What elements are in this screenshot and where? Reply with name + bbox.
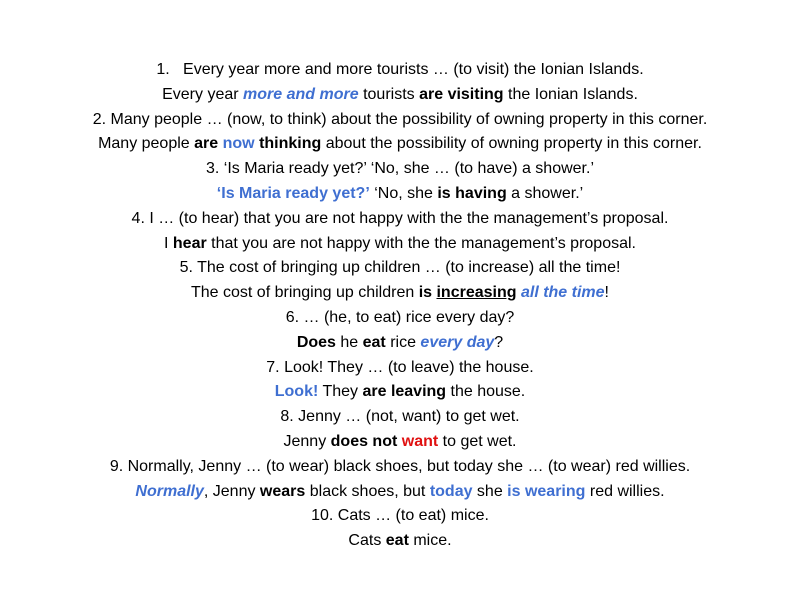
text-segment: to get wet. bbox=[438, 432, 517, 450]
text-segment: ‘Is Maria ready yet?’ bbox=[216, 184, 370, 202]
exercise-answer bbox=[0, 480, 800, 505]
text-segment: Many people bbox=[98, 135, 195, 153]
text-segment: is wearing bbox=[507, 482, 586, 500]
text-segment: 7. Look! They … (to leave) the house. bbox=[266, 358, 534, 376]
text-segment: hear bbox=[172, 234, 207, 252]
text-segment: Cats bbox=[348, 532, 386, 550]
exercise-answer bbox=[0, 83, 800, 108]
text-segment: she bbox=[472, 482, 508, 500]
text-segment: more and more bbox=[243, 85, 359, 103]
exercise-prompt bbox=[0, 405, 800, 430]
text-segment: the house. bbox=[446, 383, 526, 401]
text-segment: Normally bbox=[135, 482, 204, 500]
text-segment: Every year bbox=[162, 85, 244, 103]
text-segment: is bbox=[418, 284, 433, 302]
text-segment: increasing bbox=[436, 284, 517, 302]
exercise-answer bbox=[0, 132, 800, 157]
text-segment: 5. The cost of bringing up children … (to increase) all the time! bbox=[179, 259, 621, 277]
exercise-answer bbox=[0, 380, 800, 405]
text-segment: are bbox=[194, 135, 219, 153]
text-segment: he bbox=[335, 333, 363, 351]
exercise-prompt bbox=[0, 256, 800, 281]
text-segment: black shoes, but bbox=[305, 482, 430, 500]
text-segment: 10. Cats … (to eat) mice. bbox=[311, 507, 489, 525]
text-segment: The cost of bringing up children bbox=[191, 284, 419, 302]
text-segment: 9. Normally, Jenny … (to wear) black shoes, but today she … (to wear) red willies. bbox=[109, 457, 691, 475]
exercise-prompt bbox=[0, 207, 800, 232]
text-segment: 6. … (he, to eat) rice every day? bbox=[285, 308, 515, 326]
text-segment: 1. Every year more and more tourists … (to visit) the Ionian Islands. bbox=[156, 61, 644, 78]
exercise-answer bbox=[0, 331, 800, 356]
exercise-prompt bbox=[0, 504, 800, 529]
text-segment: mice. bbox=[408, 532, 452, 550]
exercise-prompt bbox=[0, 58, 800, 83]
text-segment: tourists bbox=[358, 85, 420, 103]
text-segment: every day bbox=[420, 333, 495, 351]
text-segment: Does bbox=[296, 333, 336, 351]
text-segment: about the possibility of owning property in this corner. bbox=[321, 135, 702, 153]
text-segment: eat bbox=[385, 532, 409, 550]
exercise-answer bbox=[0, 281, 800, 306]
text-segment: thinking bbox=[259, 135, 322, 153]
text-segment: a shower.’ bbox=[506, 184, 584, 202]
text-segment: 8. Jenny … (not, want) to get wet. bbox=[280, 408, 520, 426]
text-segment: eat bbox=[362, 333, 386, 351]
text-segment: that you are not happy with the the management’s proposal. bbox=[206, 234, 636, 252]
exercise-answer bbox=[0, 529, 800, 554]
text-segment: the Ionian Islands. bbox=[503, 85, 638, 103]
text-segment: 3. ‘Is Maria ready yet?’ ‘No, she … (to have) a shower.’ bbox=[205, 160, 594, 178]
text-segment: I bbox=[164, 234, 173, 252]
text-segment: red willies. bbox=[585, 482, 665, 500]
exercise-prompt bbox=[0, 157, 800, 182]
text-segment: now bbox=[222, 135, 255, 153]
exercise-prompt bbox=[0, 356, 800, 381]
text-segment: 4. I … (to hear) that you are not happy with the the management’s proposal. bbox=[131, 209, 669, 227]
text-segment: does not bbox=[330, 432, 398, 450]
text-segment: is having bbox=[437, 184, 507, 202]
text-segment: rice bbox=[385, 333, 421, 351]
text-segment: ? bbox=[494, 333, 504, 351]
text-segment: are leaving bbox=[362, 383, 447, 401]
exercise-prompt bbox=[0, 455, 800, 480]
text-segment: Jenny bbox=[283, 432, 331, 450]
exercise-answer bbox=[0, 232, 800, 257]
text-segment: are visiting bbox=[419, 85, 504, 103]
exercise-prompt bbox=[0, 306, 800, 331]
exercise-answer bbox=[0, 182, 800, 207]
text-segment: ‘No, she bbox=[369, 184, 438, 202]
text-segment: all the time bbox=[520, 284, 605, 302]
text-segment: Look! bbox=[274, 383, 319, 401]
text-segment: today bbox=[429, 482, 473, 500]
text-segment: wears bbox=[259, 482, 306, 500]
exercise-prompt bbox=[0, 108, 800, 133]
text-segment: 2. Many people … (now, to think) about the possibility of owning property in this corner. bbox=[92, 110, 708, 128]
exercise-lines bbox=[0, 58, 800, 554]
text-segment: ! bbox=[604, 284, 609, 302]
text-segment: They bbox=[318, 383, 363, 401]
text-segment: want bbox=[401, 432, 439, 450]
text-segment: , Jenny bbox=[203, 482, 260, 500]
exercise-answer bbox=[0, 430, 800, 455]
